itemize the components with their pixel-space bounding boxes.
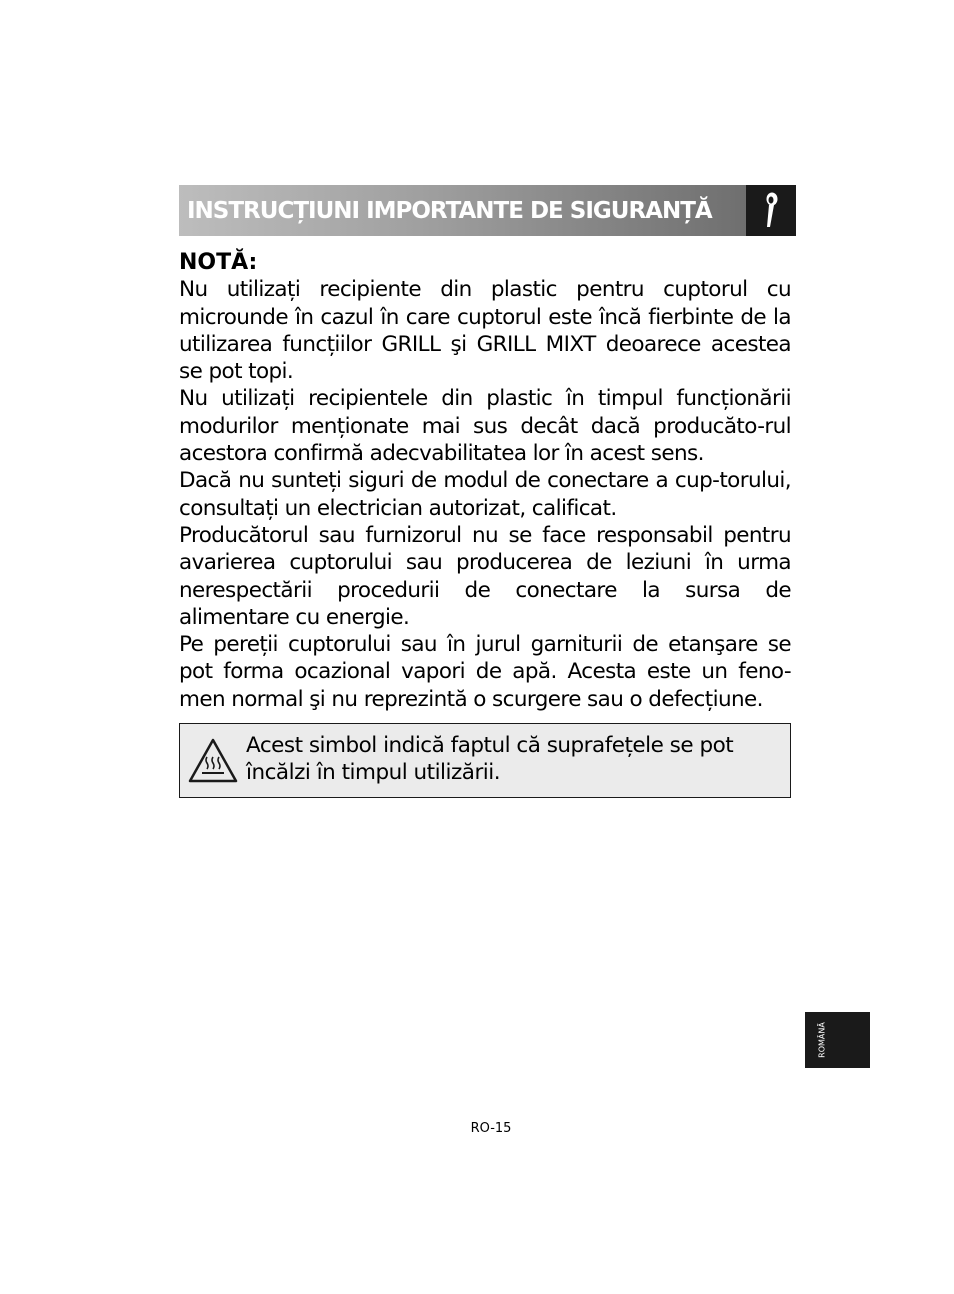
language-tab xyxy=(805,1012,870,1068)
note-paragraph: Pe pereții cuptorului sau în jurul garniturii de etanşare se pot forma ocazional vapori de apă. Acesta este un feno-men normal şi nu reprezintă o scurgere sau o defecțiune. xyxy=(179,632,791,712)
language-tab-label: ROMÂNĂ xyxy=(817,1022,827,1058)
note-paragraph: Nu utilizați recipiente din plastic pentru cuptorul cu microunde în cazul în care cuptorul este încă fierbinte de la utilizarea funcțiilor GRILL şi GRILL MIXT deoarece acestea se pot topi. xyxy=(179,277,791,385)
note-paragraph: Nu utilizați recipientele din plastic în timpul funcționării modurilor menționate mai sus decât dacă producăto-rul acestora confirmă adecvabilitatea lor în acest sens. xyxy=(179,386,791,467)
section-header xyxy=(179,185,746,236)
section-title: INSTRUCȚIUNI IMPORTANTE DE SIGURANȚĂ xyxy=(187,197,712,224)
note-section xyxy=(179,249,791,713)
note-heading: NOTĂ: xyxy=(179,250,258,275)
hot-surface-warning-box xyxy=(179,723,791,798)
hot-surface-warning-icon xyxy=(187,737,239,785)
note-paragraph: Dacă nu sunteți siguri de modul de conectare a cup-torului, consultați un electrician autorizat, calificat. xyxy=(179,468,791,521)
warning-text: Acest simbol indică faptul că suprafețele se pot încălzi în timpul utilizării. xyxy=(246,733,734,785)
caution-clipboard-icon xyxy=(746,185,796,236)
note-paragraph: Producătorul sau furnizorul nu se face responsabil pentru avarierea cuptorului sau producerea de leziuni în urma nerespectării procedurii de conectare la sursa de alimentare cu energie. xyxy=(179,522,791,630)
page-number: RO-15 xyxy=(470,1121,512,1136)
